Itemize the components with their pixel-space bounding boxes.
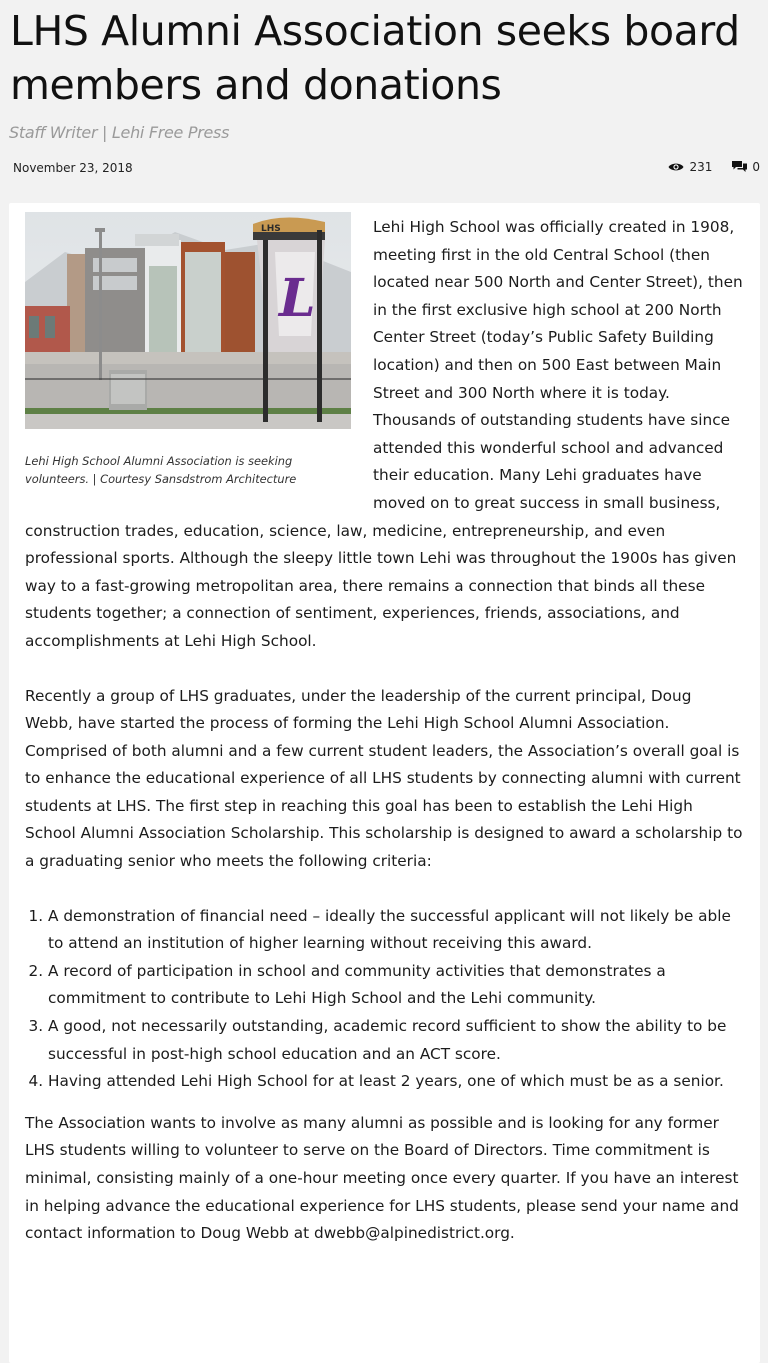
comment-icon	[732, 161, 747, 173]
criteria-item: 4. Having attended Lehi High School for at least 2 years, one of which must be as a senior.	[48, 1068, 744, 1096]
comments-counter[interactable]	[732, 160, 760, 174]
article-paragraph: Lehi High School was officially created in 1908, meeting first in the old Central School (then located near 500 North and Center Street), then in the first exclusive high school at 200 North Center Street (today’s Public Safety Building location) and then on 500 East between Main Street and 300 North where it is today. Thousands of outstanding students have since attended this wonderful school and advanced their education. Many Lehi graduates have moved on to great success in small business, construction trades, education, science, law, medicine, entrepreneurship, and even professional sports. Although the sleepy little town Lehi was throughout the 1900s has given way to a fast-growing metropolitan area, there remains a connection that binds all these students together; a connection of sentiment, experiences, friends, associations, and accomplishments at Lehi High School.	[25, 218, 743, 650]
criteria-item: 1. A demonstration of financial need – ideally the successful applicant will not likely be able to attend an institution of higher learning without receiving this award.	[48, 903, 744, 958]
school-building-photo[interactable]	[25, 212, 351, 429]
article-stats	[648, 160, 760, 174]
criteria-item: 2. A record of participation in school and community activities that demonstrates a commitment to contribute to Lehi High School and the Lehi community.	[48, 958, 744, 1013]
article-byline[interactable]: Staff Writer | Lehi Free Press	[9, 123, 230, 142]
sign-logo-letter: L	[279, 268, 316, 329]
sign-text: LHS	[261, 224, 281, 234]
comments-count: 0	[752, 160, 760, 174]
photo-caption: Lehi High School Alumni Association is seeking volunteers. | Courtesy Sansdstrom Architecture	[25, 454, 297, 486]
article-paragraph: Recently a group of LHS graduates, under the leadership of the current principal, Doug Webb, have started the process of forming the Lehi High School Alumni Association. Comprised of both alumni and a few current student leaders, the Association’s overall goal is to enhance the educational experience of all LHS students by connecting alumni with current students at LHS. The first step in reaching this goal has been to establish the Lehi High School Alumni Association Scholarship. This scholarship is designed to award a scholarship to a graduating senior who meets the following criteria:	[25, 686, 743, 871]
views-count: 231	[689, 160, 713, 174]
article-date: November 23, 2018	[13, 161, 133, 175]
views-counter	[668, 160, 712, 174]
closing-paragraph: The Association wants to involve as many alumni as possible and is looking for any former LHS students willing to volunteer to serve on the Board of Directors. Time commitment is minimal, consisting mainly of a one-hour meeting once every quarter. If you have an interest in helping advance the educational experience for LHS students, please send your name and contact information to Doug Webb at dwebb@alpinedistrict.org.	[25, 1113, 739, 1243]
criteria-list	[25, 903, 744, 1096]
article-title: LHS Alumni Association seeks board members and donations	[10, 7, 740, 109]
article-figure	[25, 203, 351, 488]
article-body-card	[9, 203, 760, 1363]
criteria-item: 3. A good, not necessarily outstanding, academic record sufficient to show the ability to be successful in post-high school education and an ACT score.	[48, 1013, 744, 1068]
eye-icon	[668, 162, 684, 172]
article-content	[9, 203, 760, 1248]
